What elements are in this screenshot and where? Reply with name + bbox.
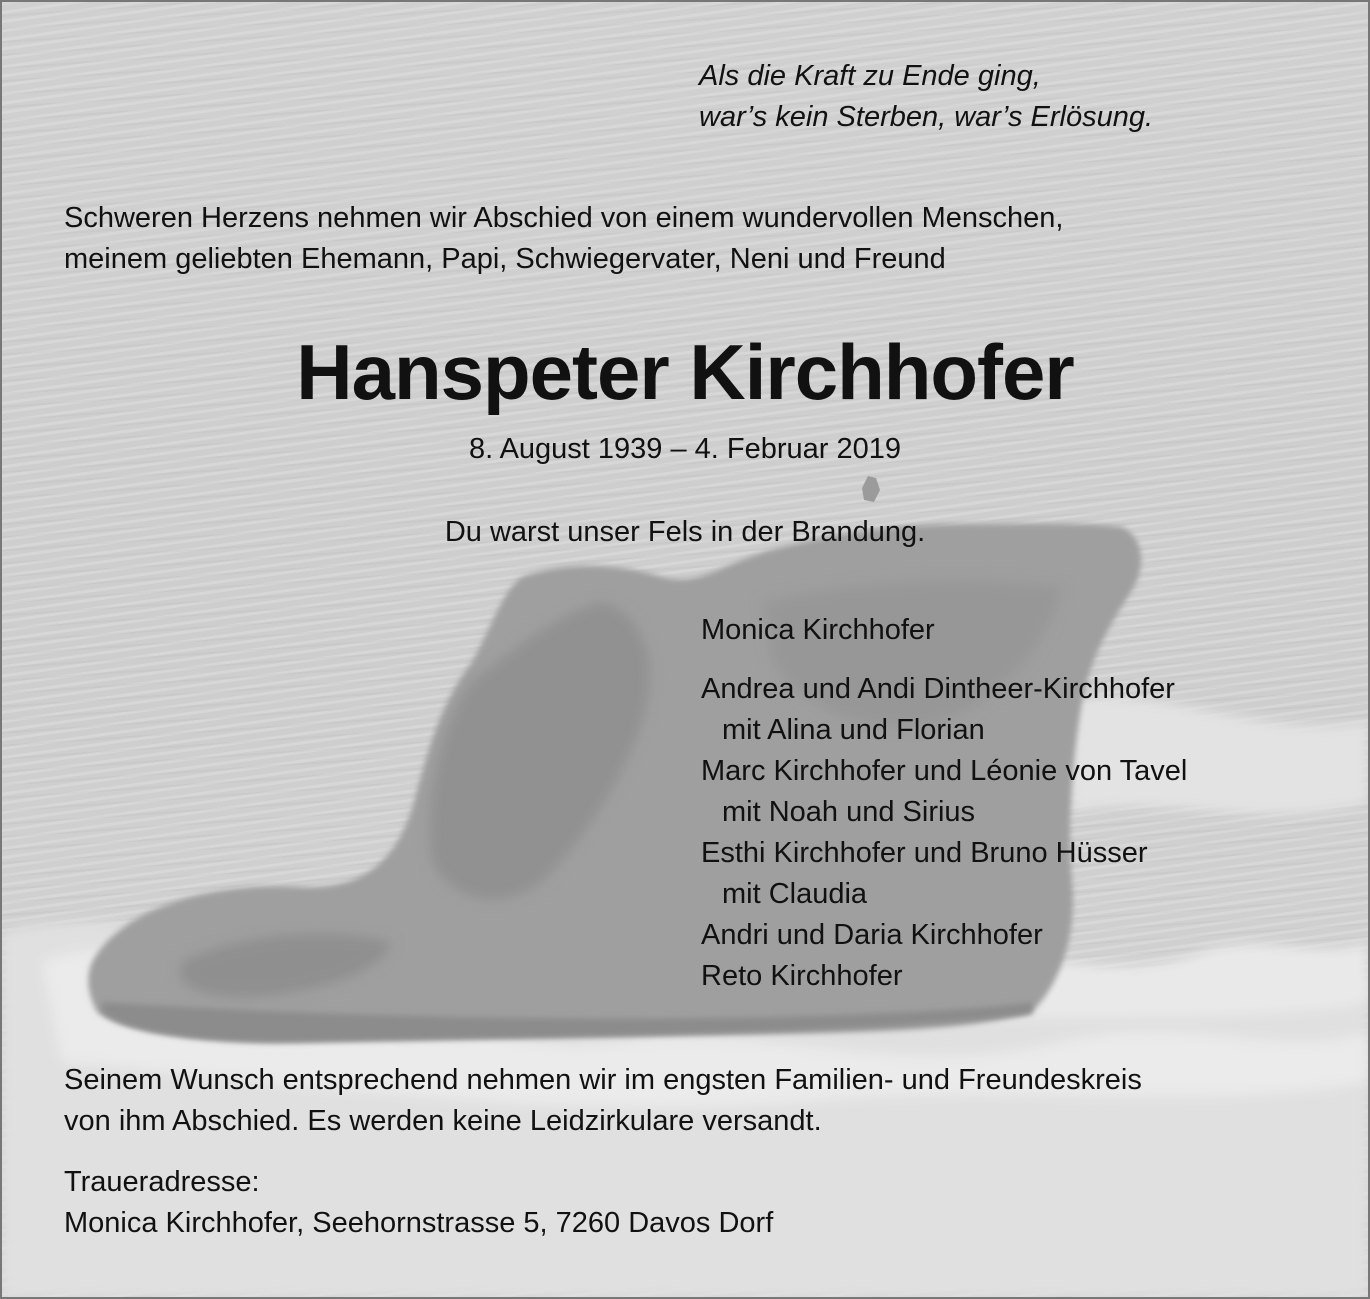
mourner-entry: Esthi Kirchhofer und Bruno Hüsser <box>701 837 1148 869</box>
closing-line-1: Seinem Wunsch entsprechend nehmen wir im engsten Familien- und Freundeskreis <box>64 1064 1142 1096</box>
motto-line-2: war’s kein Sterben, war’s Erlösung. <box>699 101 1154 133</box>
mourner-entry: mit Claudia <box>722 878 868 910</box>
mourner-entry: Andrea und Andi Dintheer-Kirchhofer <box>701 673 1175 705</box>
mourner-entry: mit Noah und Sirius <box>722 796 976 828</box>
mourners-list <box>701 610 1187 997</box>
mourner-entry: Andri und Daria Kirchhofer <box>701 919 1043 951</box>
farewell-quote: Du warst unser Fels in der Brandung. <box>444 516 926 548</box>
mourner-entry: Monica Kirchhofer <box>701 614 935 646</box>
closing-line-2: von ihm Abschied. Es werden keine Leidzirkulare versandt. <box>64 1105 822 1137</box>
motto-quote <box>699 56 1153 138</box>
closing-text <box>64 1060 1142 1142</box>
mourning-address: Monica Kirchhofer, Seehornstrasse 5, 7260 Davos Dorf <box>64 1207 774 1239</box>
intro-line-2: meinem geliebten Ehemann, Papi, Schwiegervater, Neni und Freund <box>64 243 946 275</box>
intro-text <box>64 198 1063 280</box>
mourner-entry: mit Alina und Florian <box>722 714 985 746</box>
mourning-address-label: Traueradresse: <box>64 1166 260 1198</box>
deceased-name: Hanspeter Kirchhofer <box>296 328 1074 416</box>
life-dates: 8. August 1939 – 4. Februar 2019 <box>468 433 902 465</box>
intro-line-1: Schweren Herzens nehmen wir Abschied von einem wundervollen Menschen, <box>64 202 1064 234</box>
motto-line-1: Als die Kraft zu Ende ging, <box>699 60 1041 92</box>
mourner-entry: Marc Kirchhofer und Léonie von Tavel <box>701 755 1188 787</box>
mourner-entry: Reto Kirchhofer <box>701 960 903 992</box>
